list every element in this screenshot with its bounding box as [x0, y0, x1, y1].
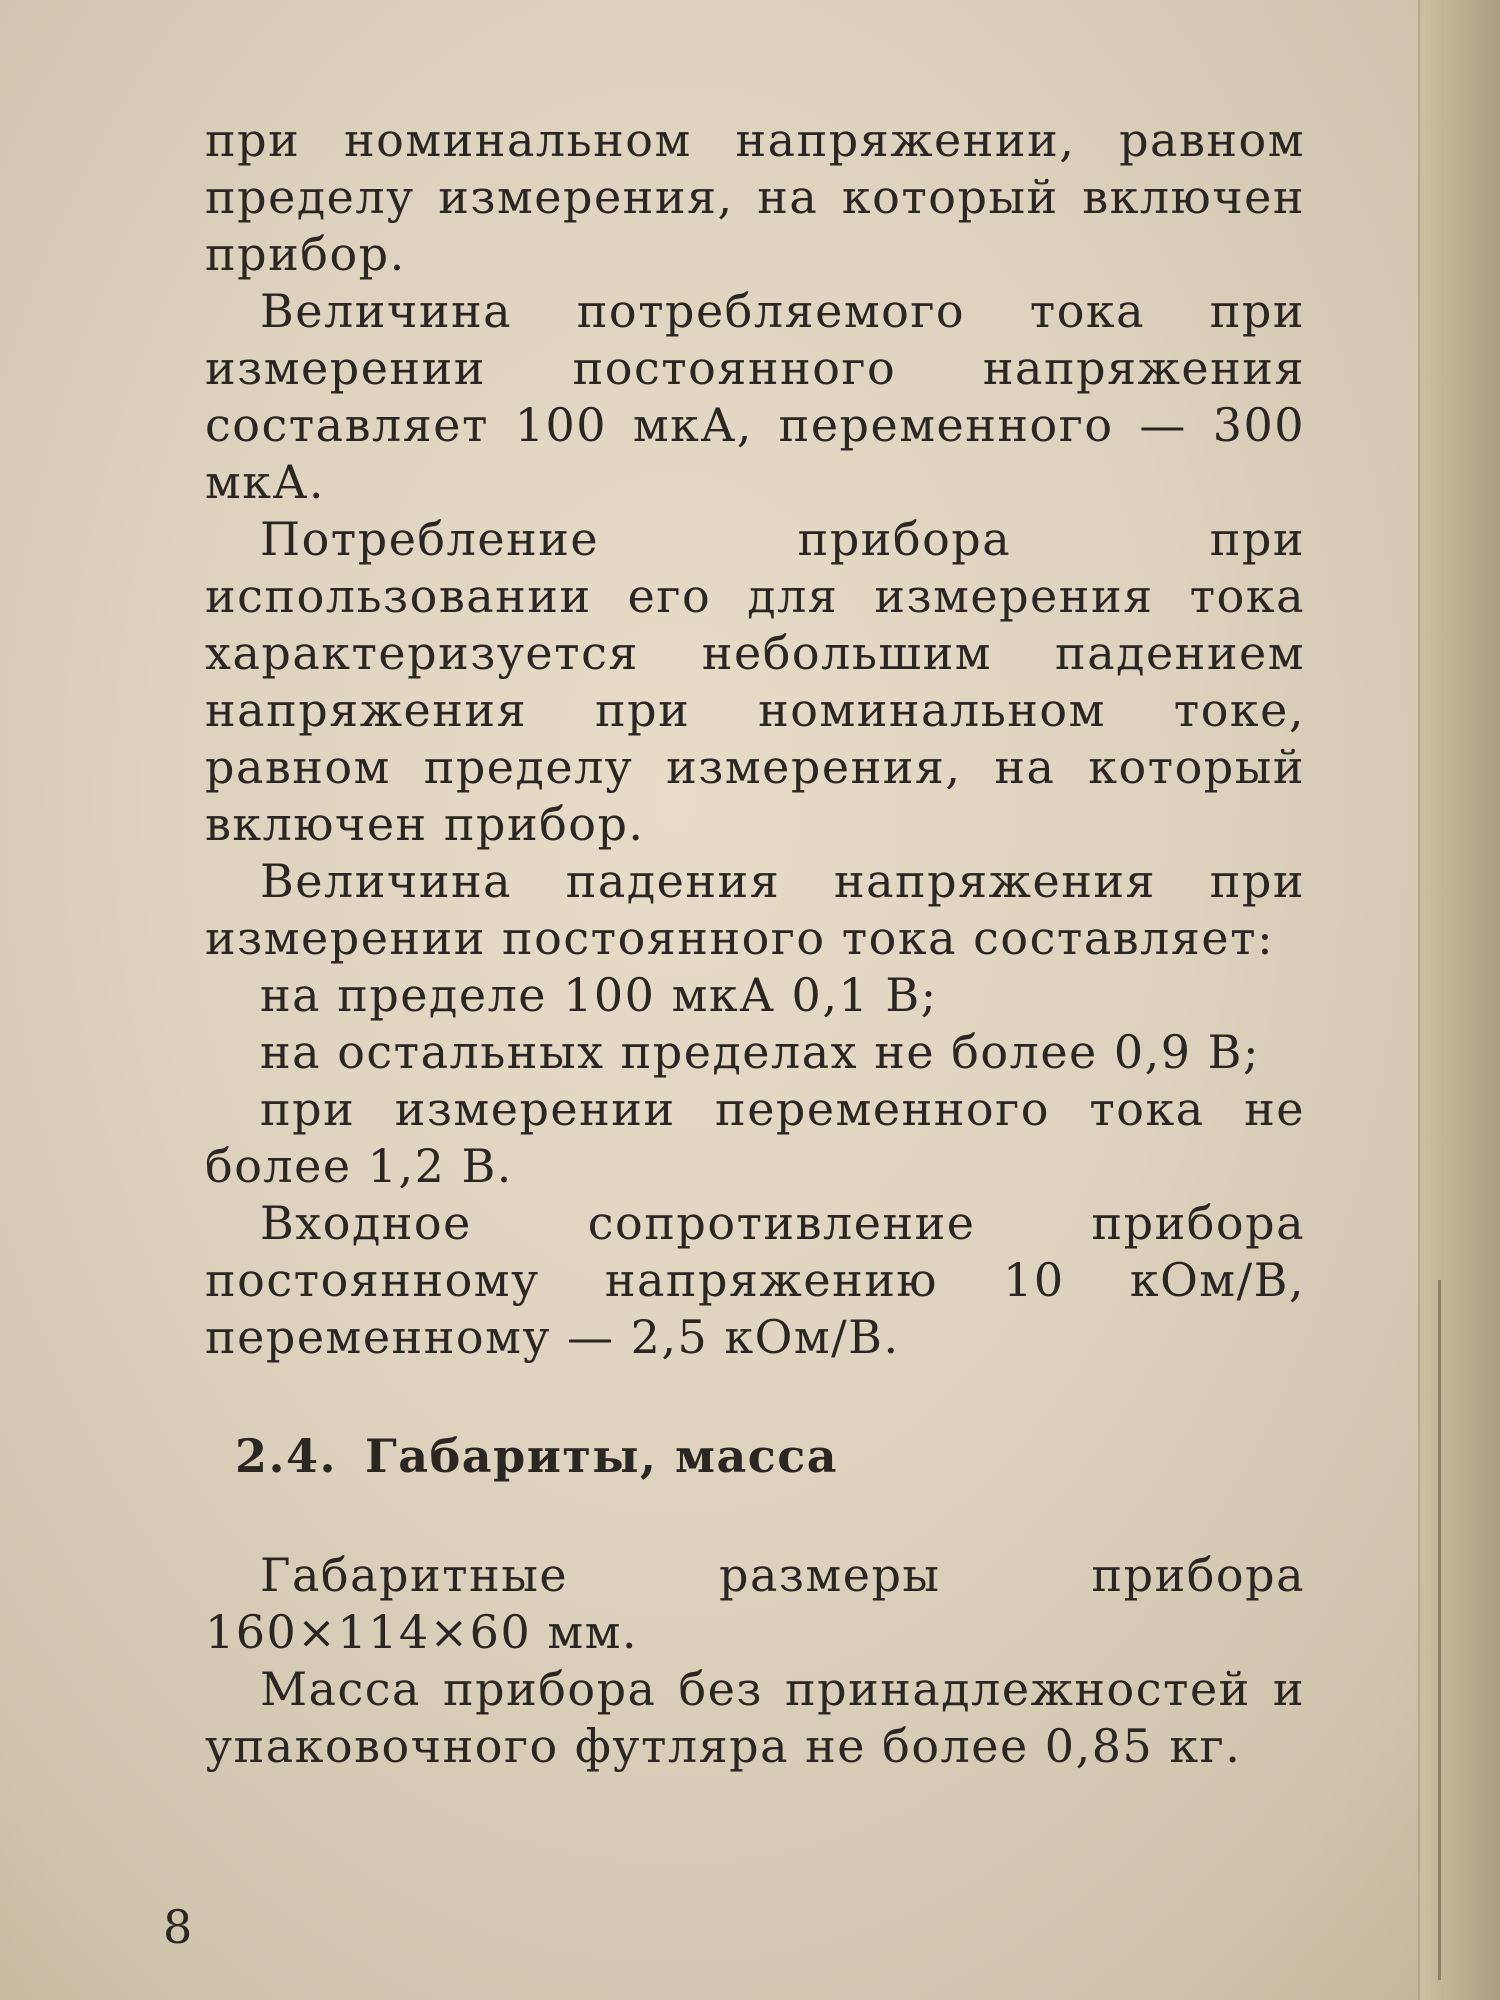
page-crease	[1438, 1280, 1441, 1980]
paragraph-mass: Масса прибора без принадлежностей и упаковочного футляра не более 0,85 кг.	[205, 1662, 1305, 1773]
page-text	[205, 112, 1305, 1775]
paragraph-continuation: при номинальном напряжении, равном пределу измерения, на который включен прибор.	[205, 113, 1305, 281]
section-heading	[235, 1428, 1305, 1485]
paragraph-current-measurement: Потребление прибора при использовании его для измерения тока характеризуется небольшим падением напряжения при номинальном токе, равном пределу измерения, на который включен прибор.	[205, 512, 1305, 851]
list-item-100uA: на пределе 100 мкА 0,1 В;	[260, 968, 938, 1022]
list-item-other-limits: на остальных пределах не более 0,9 В;	[260, 1025, 1260, 1079]
paragraph-input-resistance: Входное сопротивление прибора постоянному напряжению 10 кОм/В, переменному — 2,5 кОм/В.	[205, 1196, 1305, 1364]
paragraph-voltage-drop: Величина падения напряжения при измерении постоянного тока составляет:	[205, 854, 1305, 965]
page-edge	[1418, 0, 1500, 2000]
section-number: 2.4.	[235, 1429, 338, 1483]
list-item-ac-current: при измерении переменного тока не более 1,2 В.	[205, 1082, 1305, 1193]
paragraph-dimensions: Габаритные размеры прибора 160×114×60 мм.	[205, 1548, 1305, 1659]
paragraph-current-consumption: Величина потребляемого тока при измерении постоянного напряжения составляет 100 мкА, переменного — 300 мкА.	[205, 284, 1305, 509]
section-title: Габариты, масса	[365, 1429, 839, 1483]
page-number: 8	[163, 1900, 193, 1954]
